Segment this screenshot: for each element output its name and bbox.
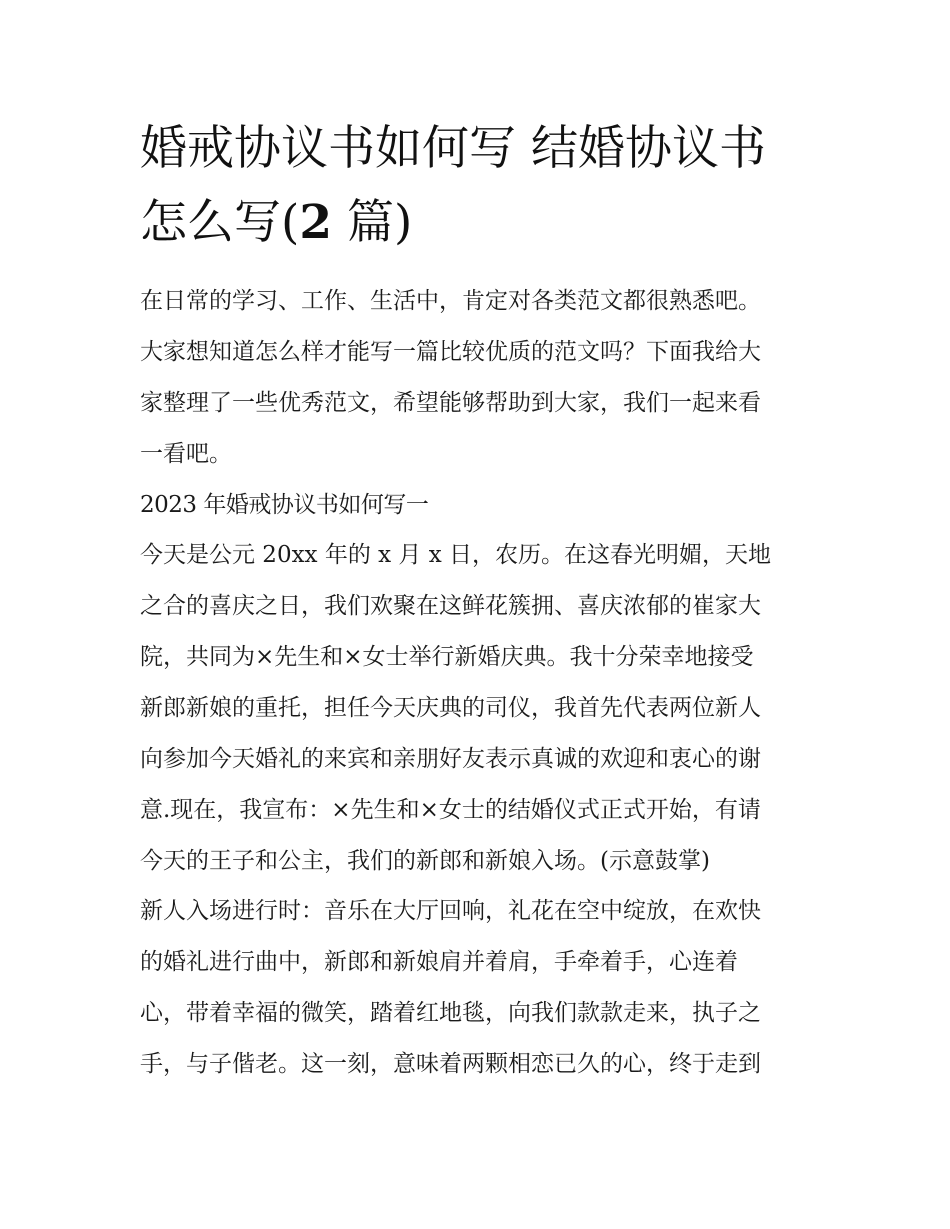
paragraph-line: 之合的喜庆之日，我们欢聚在这鲜花簇拥、喜庆浓郁的崔家大 [140,593,761,619]
document-body [140,276,820,1090]
paragraph-line: 新郎新娘的重托，担任今天庆典的司仪，我首先代表两位新人 [140,695,761,721]
paragraph-line: 心，带着幸福的微笑，踏着红地毯，向我们款款走来，执子之 [140,1000,761,1026]
intro-line: 一看吧。 [140,441,232,467]
paragraph-line: 新人入场进行时：音乐在大厅回响，礼花在空中绽放，在欢快 [140,898,761,924]
page-title [140,112,820,260]
title-line-1: 婚戒协议书如何写 结婚协议书 [140,121,766,176]
paragraph-line: 手，与子偕老。这一刻，意味着两颗相恋已久的心，终于走到 [140,1051,761,1077]
paragraph-line: 院，共同为×先生和×女士举行新婚庆典。我十分荣幸地接受 [140,644,754,670]
intro-line: 在日常的学习、工作、生活中，肯定对各类范文都很熟悉吧。 [140,288,761,314]
paragraph-line: 今天的王子和公主，我们的新郎和新娘入场。(示意鼓掌) [140,848,710,874]
section-heading: 2023 年婚戒协议书如何写一 [140,492,429,518]
intro-line: 家整理了一些优秀范文，希望能够帮助到大家，我们一起来看 [140,390,761,416]
paragraph-line: 今天是公元 20xx 年的 x 月 x 日，农历。在这春光明媚，天地 [140,542,772,568]
paragraph-line: 向参加今天婚礼的来宾和亲朋好友表示真诚的欢迎和衷心的谢 [140,746,761,772]
paragraph-line: 的婚礼进行曲中，新郎和新娘肩并着肩，手牵着手，心连着 [140,949,738,975]
paragraph-line: 意.现在，我宣布：×先生和×女士的结婚仪式正式开始，有请 [140,797,761,823]
title-line-2-suffix: 篇) [332,195,413,250]
intro-line: 大家想知道怎么样才能写一篇比较优质的范文吗？下面我给大 [140,339,761,365]
title-line-2-prefix: 怎么写( [140,195,300,250]
title-line-2-count: 2 [299,195,333,250]
